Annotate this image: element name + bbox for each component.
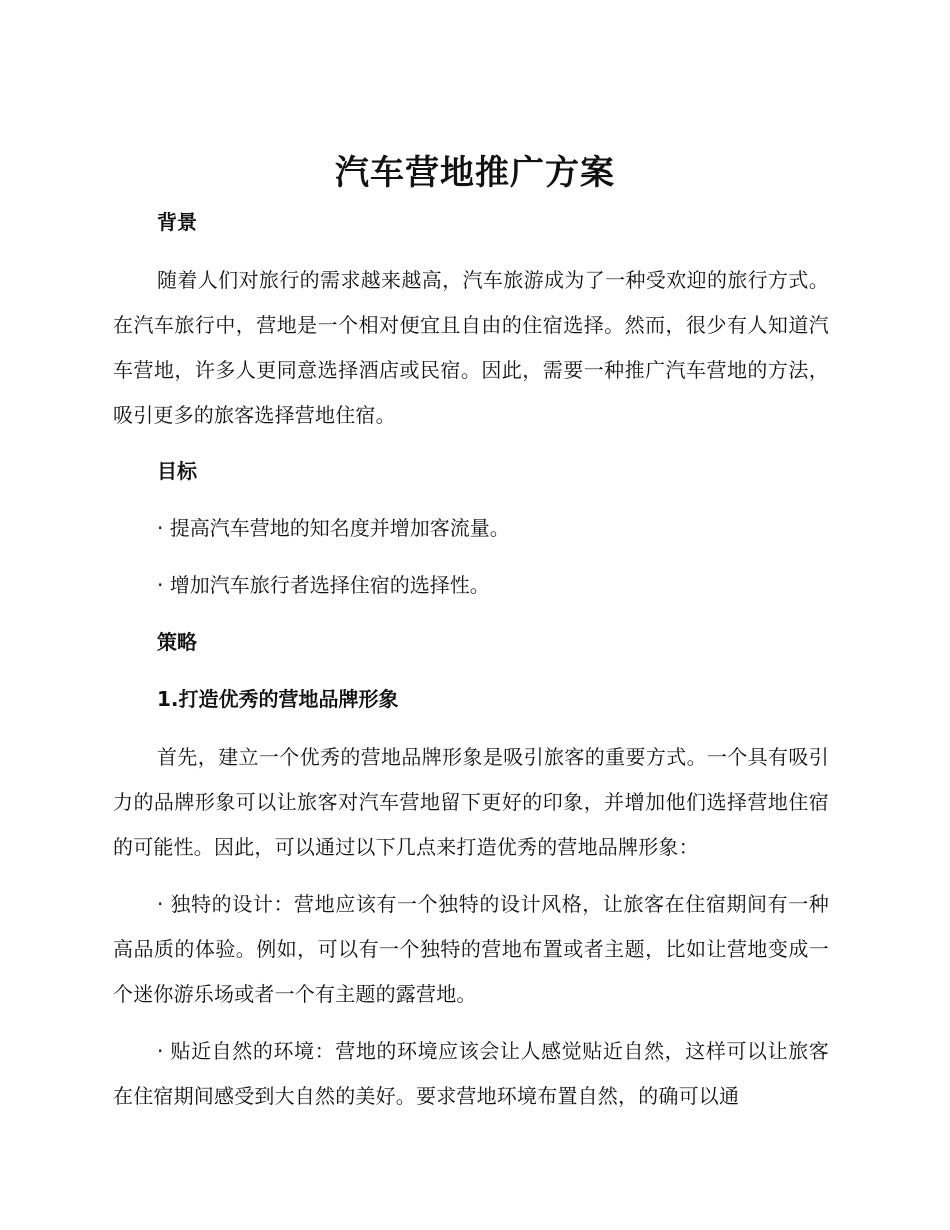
section-heading-goal: 目标: [157, 459, 197, 483]
goal-item: · 增加汽车旅行者选择住宿的选择性。: [157, 573, 490, 597]
background-paragraph: 随着人们对旅行的需求越来越高，汽车旅游成为了一种受欢迎的旅行方式。在汽车旅行中，营地是一个相对便宜且自由的住宿选择。然而，很少有人知道汽车营地，许多人更同意选择酒店或民宿。因此，需要一种推广汽车营地的方法，吸引更多的旅客选择营地住宿。: [113, 268, 829, 427]
strategy-1-intro-paragraph: 首先，建立一个优秀的营地品牌形象是吸引旅客的重要方式。一个具有吸引力的品牌形象可以让旅客对汽车营地留下更好的印象，并增加他们选择营地住宿的可能性。因此，可以通过以下几点来打造优秀的营地品牌形象：: [113, 745, 829, 859]
section-heading-strategy: 策略: [157, 630, 197, 654]
document-title: 汽车营地推广方案: [335, 153, 615, 193]
section-heading-background: 背景: [157, 210, 197, 234]
strategy-1-heading: 1.打造优秀的营地品牌形象: [157, 687, 399, 711]
document-body: [113, 201, 829, 1131]
strategy-1-point-2: · 贴近自然的环境：营地的环境应该会让人感觉贴近自然，这样可以让旅客在住宿期间感受到大自然的美好。要求营地环境布置自然，的确可以通: [113, 1039, 829, 1108]
goal-item: · 提高汽车营地的知名度并增加客流量。: [157, 516, 510, 540]
strategy-1-point-1: · 独特的设计：营地应该有一个独特的设计风格，让旅客在住宿期间有一种高品质的体验。例如，可以有一个独特的营地布置或者主题，比如让营地变成一个迷你游乐场或者一个有主题的露营地。: [113, 892, 829, 1006]
